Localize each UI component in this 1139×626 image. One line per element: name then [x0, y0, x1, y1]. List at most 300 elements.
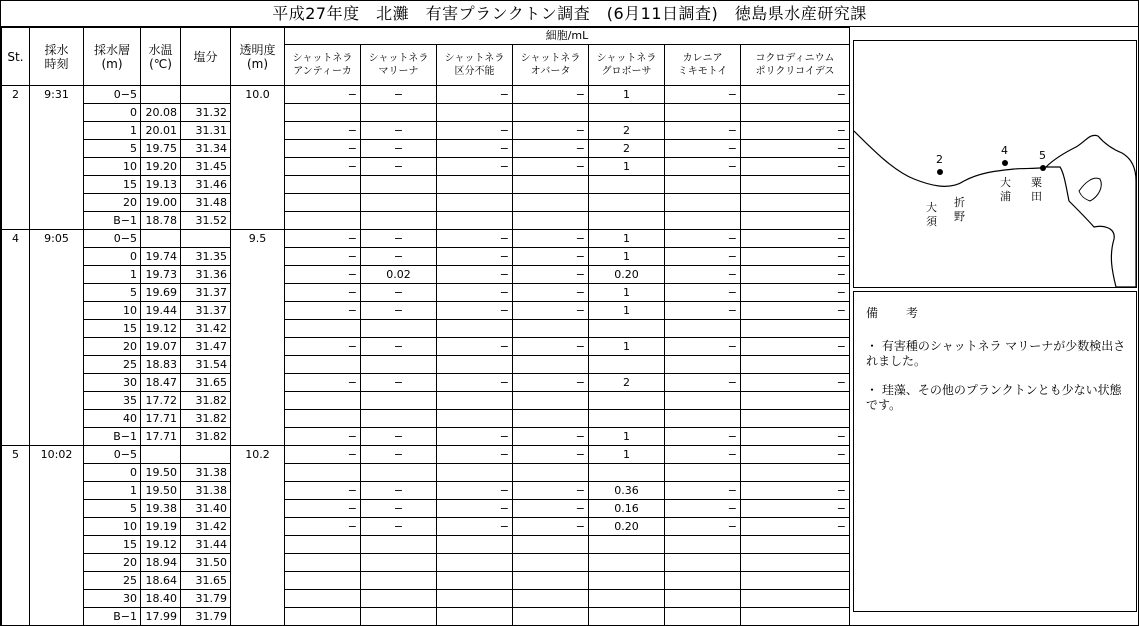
species-count-cell: [741, 572, 850, 590]
species-count-cell: [665, 320, 741, 338]
salinity-cell: [181, 86, 231, 104]
table-row: [2, 356, 850, 374]
place-oura-1: 大: [1000, 176, 1011, 189]
station-2-dot: [937, 169, 943, 175]
depth-cell: 20: [84, 338, 141, 356]
species-count-cell: [361, 464, 437, 482]
species-count-cell: 1: [589, 338, 665, 356]
species-count-cell: −: [285, 518, 361, 536]
depth-cell: 25: [84, 572, 141, 590]
species-count-cell: [589, 392, 665, 410]
species-count-cell: [589, 554, 665, 572]
species-count-cell: [741, 356, 850, 374]
species-count-cell: 2: [589, 374, 665, 392]
temperature-cell: 19.38: [141, 500, 181, 518]
species-count-cell: −: [741, 248, 850, 266]
depth-cell: B−1: [84, 428, 141, 446]
species-count-cell: −: [361, 284, 437, 302]
species-count-cell: [285, 392, 361, 410]
species-count-cell: 1: [589, 158, 665, 176]
table-row: [2, 302, 850, 320]
species-count-cell: 1: [589, 302, 665, 320]
species-count-cell: −: [665, 158, 741, 176]
species-count-cell: [589, 590, 665, 608]
species-count-cell: 0.36: [589, 482, 665, 500]
station-4-label: 4: [1001, 144, 1008, 157]
species-count-cell: −: [285, 122, 361, 140]
species-count-cell: [285, 104, 361, 122]
station-number: 5: [2, 446, 30, 626]
species-count-cell: −: [513, 248, 589, 266]
species-count-cell: −: [285, 338, 361, 356]
species-count-cell: [589, 212, 665, 230]
salinity-cell: 31.65: [181, 572, 231, 590]
species-count-cell: [665, 608, 741, 626]
temperature-cell: [141, 86, 181, 104]
species-count-cell: −: [665, 122, 741, 140]
depth-cell: 0: [84, 464, 141, 482]
species-count-cell: −: [437, 482, 513, 500]
species-count-cell: −: [665, 284, 741, 302]
species-count-cell: −: [513, 266, 589, 284]
place-osu-2: 須: [926, 215, 937, 228]
species-count-cell: [361, 410, 437, 428]
species-count-cell: [437, 356, 513, 374]
place-oreno-1: 折: [954, 196, 965, 209]
species-count-cell: −: [361, 500, 437, 518]
place-oura-2: 浦: [1000, 190, 1011, 203]
temperature-cell: 19.12: [141, 536, 181, 554]
table-row: [2, 122, 850, 140]
species-count-cell: −: [665, 518, 741, 536]
salinity-cell: 31.82: [181, 428, 231, 446]
temperature-cell: 19.07: [141, 338, 181, 356]
table-row: [2, 230, 850, 248]
species-count-cell: [741, 392, 850, 410]
species-count-cell: −: [665, 374, 741, 392]
species-count-cell: −: [665, 248, 741, 266]
table-row: [2, 608, 850, 626]
report-title: 平成27年度 北灘 有害プランクトン調査 (6月11日調査) 徳島県水産研究課: [0, 1, 1139, 27]
species-count-cell: −: [513, 446, 589, 464]
island-outline: [1046, 135, 1136, 287]
header-species-6: コクロディニウム ポリクリコイデス: [741, 45, 850, 86]
species-count-cell: −: [741, 158, 850, 176]
header-cells-unit: 細胞/mL: [285, 28, 850, 45]
depth-cell: 10: [84, 158, 141, 176]
depth-cell: 5: [84, 500, 141, 518]
coastline-path: [854, 131, 1046, 186]
temperature-cell: [141, 446, 181, 464]
species-count-cell: −: [741, 338, 850, 356]
table-row: [2, 176, 850, 194]
table-row: [2, 158, 850, 176]
species-count-cell: −: [741, 446, 850, 464]
temperature-cell: 17.71: [141, 428, 181, 446]
species-count-cell: −: [665, 500, 741, 518]
salinity-cell: 31.35: [181, 248, 231, 266]
station-number: 2: [2, 86, 30, 230]
species-count-cell: −: [361, 230, 437, 248]
species-count-cell: 1: [589, 284, 665, 302]
species-count-cell: [437, 194, 513, 212]
species-count-cell: [741, 608, 850, 626]
temperature-cell: 19.13: [141, 176, 181, 194]
coastline-map: [854, 41, 1136, 287]
species-count-cell: −: [285, 428, 361, 446]
header-species-4: シャットネラ グロボーサ: [589, 45, 665, 86]
salinity-cell: 31.65: [181, 374, 231, 392]
species-count-cell: −: [285, 374, 361, 392]
salinity-cell: 31.82: [181, 392, 231, 410]
salinity-cell: 31.31: [181, 122, 231, 140]
species-count-cell: −: [513, 428, 589, 446]
species-count-cell: [665, 464, 741, 482]
species-count-cell: −: [361, 122, 437, 140]
salinity-cell: 31.36: [181, 266, 231, 284]
species-count-cell: [285, 320, 361, 338]
species-count-cell: [665, 590, 741, 608]
species-count-cell: −: [665, 86, 741, 104]
salinity-cell: 31.48: [181, 194, 231, 212]
species-count-cell: −: [437, 338, 513, 356]
temperature-cell: 19.12: [141, 320, 181, 338]
depth-cell: 35: [84, 392, 141, 410]
species-count-cell: [437, 590, 513, 608]
species-count-cell: −: [665, 428, 741, 446]
species-count-cell: −: [285, 248, 361, 266]
species-count-cell: −: [665, 482, 741, 500]
species-count-cell: [589, 608, 665, 626]
species-count-cell: −: [741, 230, 850, 248]
table-row: [2, 338, 850, 356]
species-count-cell: [437, 464, 513, 482]
station-5-label: 5: [1039, 149, 1046, 162]
species-count-cell: −: [741, 122, 850, 140]
species-count-cell: −: [285, 86, 361, 104]
species-count-cell: −: [437, 518, 513, 536]
species-count-cell: [665, 176, 741, 194]
species-count-cell: [361, 536, 437, 554]
salinity-cell: 31.38: [181, 464, 231, 482]
salinity-cell: 31.79: [181, 608, 231, 626]
species-count-cell: [665, 572, 741, 590]
header-salinity: 塩分: [181, 28, 231, 86]
depth-cell: 0: [84, 104, 141, 122]
species-count-cell: −: [741, 86, 850, 104]
salinity-cell: 31.40: [181, 500, 231, 518]
species-count-cell: −: [285, 266, 361, 284]
table-row: [2, 140, 850, 158]
place-osu-1: 大: [926, 201, 937, 214]
species-count-cell: [665, 536, 741, 554]
species-count-cell: −: [741, 482, 850, 500]
place-awata-2: 田: [1031, 190, 1042, 203]
species-count-cell: −: [437, 158, 513, 176]
species-count-cell: 1: [589, 230, 665, 248]
station-number: 4: [2, 230, 30, 446]
table-row: [2, 86, 850, 104]
species-count-cell: −: [437, 140, 513, 158]
table-row: [2, 266, 850, 284]
species-count-cell: [665, 356, 741, 374]
species-count-cell: −: [361, 446, 437, 464]
header-temp: 水温 (℃): [141, 28, 181, 86]
table-row: [2, 572, 850, 590]
species-count-cell: [437, 104, 513, 122]
depth-cell: 1: [84, 122, 141, 140]
table-row: [2, 374, 850, 392]
species-count-cell: −: [741, 302, 850, 320]
species-count-cell: −: [741, 518, 850, 536]
salinity-cell: 31.32: [181, 104, 231, 122]
table-row: [2, 194, 850, 212]
species-count-cell: −: [513, 140, 589, 158]
depth-cell: 1: [84, 482, 141, 500]
species-count-cell: −: [437, 86, 513, 104]
species-count-cell: [285, 536, 361, 554]
species-count-cell: [437, 212, 513, 230]
species-count-cell: [513, 554, 589, 572]
location-map: [853, 40, 1137, 288]
species-count-cell: −: [741, 140, 850, 158]
table-row: [2, 248, 850, 266]
species-count-cell: [589, 536, 665, 554]
table-row: [2, 464, 850, 482]
depth-cell: 10: [84, 302, 141, 320]
table-row: [2, 482, 850, 500]
transparency-cell: 10.0: [231, 86, 285, 230]
species-count-cell: −: [285, 446, 361, 464]
species-count-cell: −: [741, 374, 850, 392]
salinity-cell: 31.50: [181, 554, 231, 572]
species-count-cell: [437, 320, 513, 338]
depth-cell: 25: [84, 356, 141, 374]
species-count-cell: [589, 320, 665, 338]
temperature-cell: 17.71: [141, 410, 181, 428]
table-row: [2, 320, 850, 338]
depth-cell: 0: [84, 248, 141, 266]
header-time: 採水 時刻: [30, 28, 84, 86]
species-count-cell: −: [665, 140, 741, 158]
species-count-cell: 0.20: [589, 518, 665, 536]
species-count-cell: −: [285, 482, 361, 500]
species-count-cell: [665, 212, 741, 230]
temperature-cell: 18.47: [141, 374, 181, 392]
species-count-cell: 1: [589, 86, 665, 104]
salinity-cell: 31.38: [181, 482, 231, 500]
depth-cell: B−1: [84, 212, 141, 230]
table-row: [2, 410, 850, 428]
salinity-cell: 31.37: [181, 302, 231, 320]
species-count-cell: −: [513, 338, 589, 356]
depth-cell: 15: [84, 320, 141, 338]
species-count-cell: −: [513, 86, 589, 104]
temperature-cell: 20.01: [141, 122, 181, 140]
depth-cell: 40: [84, 410, 141, 428]
depth-cell: 5: [84, 284, 141, 302]
species-count-cell: [285, 356, 361, 374]
station-4-dot: [1002, 160, 1008, 166]
species-count-cell: [437, 392, 513, 410]
species-count-cell: [361, 608, 437, 626]
temperature-cell: 19.74: [141, 248, 181, 266]
depth-cell: 15: [84, 176, 141, 194]
depth-cell: 0−5: [84, 230, 141, 248]
species-count-cell: −: [437, 230, 513, 248]
species-count-cell: −: [513, 518, 589, 536]
species-count-cell: −: [665, 230, 741, 248]
species-count-cell: −: [285, 284, 361, 302]
temperature-cell: 19.20: [141, 158, 181, 176]
survey-table: [1, 27, 850, 626]
table-row: [2, 536, 850, 554]
temperature-cell: 19.44: [141, 302, 181, 320]
species-count-cell: −: [361, 86, 437, 104]
header-species-1: シャットネラ マリーナ: [361, 45, 437, 86]
table-row: [2, 590, 850, 608]
species-count-cell: [285, 590, 361, 608]
remarks-box: [853, 291, 1137, 612]
species-count-cell: −: [437, 500, 513, 518]
temperature-cell: 17.72: [141, 392, 181, 410]
species-count-cell: [589, 104, 665, 122]
species-count-cell: −: [437, 266, 513, 284]
temperature-cell: 20.08: [141, 104, 181, 122]
depth-cell: 0−5: [84, 446, 141, 464]
species-count-cell: −: [361, 140, 437, 158]
temperature-cell: 17.99: [141, 608, 181, 626]
salinity-cell: [181, 230, 231, 248]
depth-cell: B−1: [84, 608, 141, 626]
species-count-cell: −: [437, 446, 513, 464]
species-count-cell: [361, 176, 437, 194]
species-count-cell: −: [665, 338, 741, 356]
species-count-cell: [361, 320, 437, 338]
species-count-cell: [741, 104, 850, 122]
species-count-cell: −: [361, 428, 437, 446]
species-count-cell: [589, 356, 665, 374]
station-5-dot: [1040, 165, 1046, 171]
species-count-cell: [665, 410, 741, 428]
species-count-cell: [741, 320, 850, 338]
salinity-cell: 31.46: [181, 176, 231, 194]
sampling-time: 9:05: [30, 230, 84, 446]
species-count-cell: −: [437, 374, 513, 392]
species-count-cell: −: [285, 500, 361, 518]
species-count-cell: [361, 554, 437, 572]
species-count-cell: −: [437, 302, 513, 320]
species-count-cell: [361, 392, 437, 410]
species-count-cell: [285, 554, 361, 572]
species-count-cell: [513, 410, 589, 428]
species-count-cell: [589, 464, 665, 482]
species-count-cell: [513, 536, 589, 554]
species-count-cell: −: [513, 302, 589, 320]
table-row: [2, 446, 850, 464]
species-count-cell: 1: [589, 428, 665, 446]
header-transparency: 透明度 (m): [231, 28, 285, 86]
species-count-cell: 2: [589, 122, 665, 140]
species-count-cell: [741, 590, 850, 608]
species-count-cell: 1: [589, 248, 665, 266]
species-count-cell: [589, 572, 665, 590]
species-count-cell: −: [361, 374, 437, 392]
species-count-cell: −: [513, 230, 589, 248]
species-count-cell: −: [513, 158, 589, 176]
salinity-cell: 31.47: [181, 338, 231, 356]
species-count-cell: [741, 536, 850, 554]
species-count-cell: [741, 554, 850, 572]
species-count-cell: [285, 194, 361, 212]
survey-table-body: [2, 86, 850, 626]
species-count-cell: −: [361, 248, 437, 266]
temperature-cell: 19.69: [141, 284, 181, 302]
temperature-cell: 18.94: [141, 554, 181, 572]
species-count-cell: −: [361, 518, 437, 536]
species-count-cell: −: [665, 446, 741, 464]
species-count-cell: −: [665, 302, 741, 320]
temperature-cell: 19.50: [141, 464, 181, 482]
temperature-cell: [141, 230, 181, 248]
depth-cell: 1: [84, 266, 141, 284]
species-count-cell: −: [665, 266, 741, 284]
species-count-cell: [437, 572, 513, 590]
species-count-cell: [589, 176, 665, 194]
species-count-cell: −: [741, 500, 850, 518]
inner-bay-outline: [1079, 178, 1101, 201]
species-count-cell: [665, 554, 741, 572]
temperature-cell: 19.19: [141, 518, 181, 536]
remarks-heading: 備 考: [866, 306, 927, 320]
transparency-cell: 10.2: [231, 446, 285, 626]
salinity-cell: 31.34: [181, 140, 231, 158]
species-count-cell: [437, 176, 513, 194]
temperature-cell: 19.73: [141, 266, 181, 284]
species-count-cell: [665, 104, 741, 122]
species-count-cell: [437, 410, 513, 428]
remark-item: ・ 有害種のシャットネラ マリーナが少数検出されました。: [866, 339, 1126, 368]
table-row: [2, 212, 850, 230]
header-species-2: シャットネラ 区分不能: [437, 45, 513, 86]
species-count-cell: −: [741, 428, 850, 446]
species-count-cell: [361, 194, 437, 212]
species-count-cell: [513, 194, 589, 212]
species-count-cell: [513, 572, 589, 590]
depth-cell: 20: [84, 554, 141, 572]
temperature-cell: 19.00: [141, 194, 181, 212]
species-count-cell: [361, 572, 437, 590]
temperature-cell: 18.83: [141, 356, 181, 374]
table-row: [2, 554, 850, 572]
salinity-cell: 31.79: [181, 590, 231, 608]
species-count-cell: −: [361, 158, 437, 176]
table-row: [2, 392, 850, 410]
species-count-cell: [285, 410, 361, 428]
table-row: [2, 284, 850, 302]
depth-cell: 15: [84, 536, 141, 554]
species-count-cell: [285, 176, 361, 194]
salinity-cell: 31.42: [181, 518, 231, 536]
depth-cell: 10: [84, 518, 141, 536]
temperature-cell: 18.78: [141, 212, 181, 230]
species-count-cell: [285, 464, 361, 482]
species-count-cell: −: [513, 482, 589, 500]
species-count-cell: −: [437, 122, 513, 140]
temperature-cell: 19.50: [141, 482, 181, 500]
header-species-0: シャットネラ アンティーカ: [285, 45, 361, 86]
sampling-time: 9:31: [30, 86, 84, 230]
